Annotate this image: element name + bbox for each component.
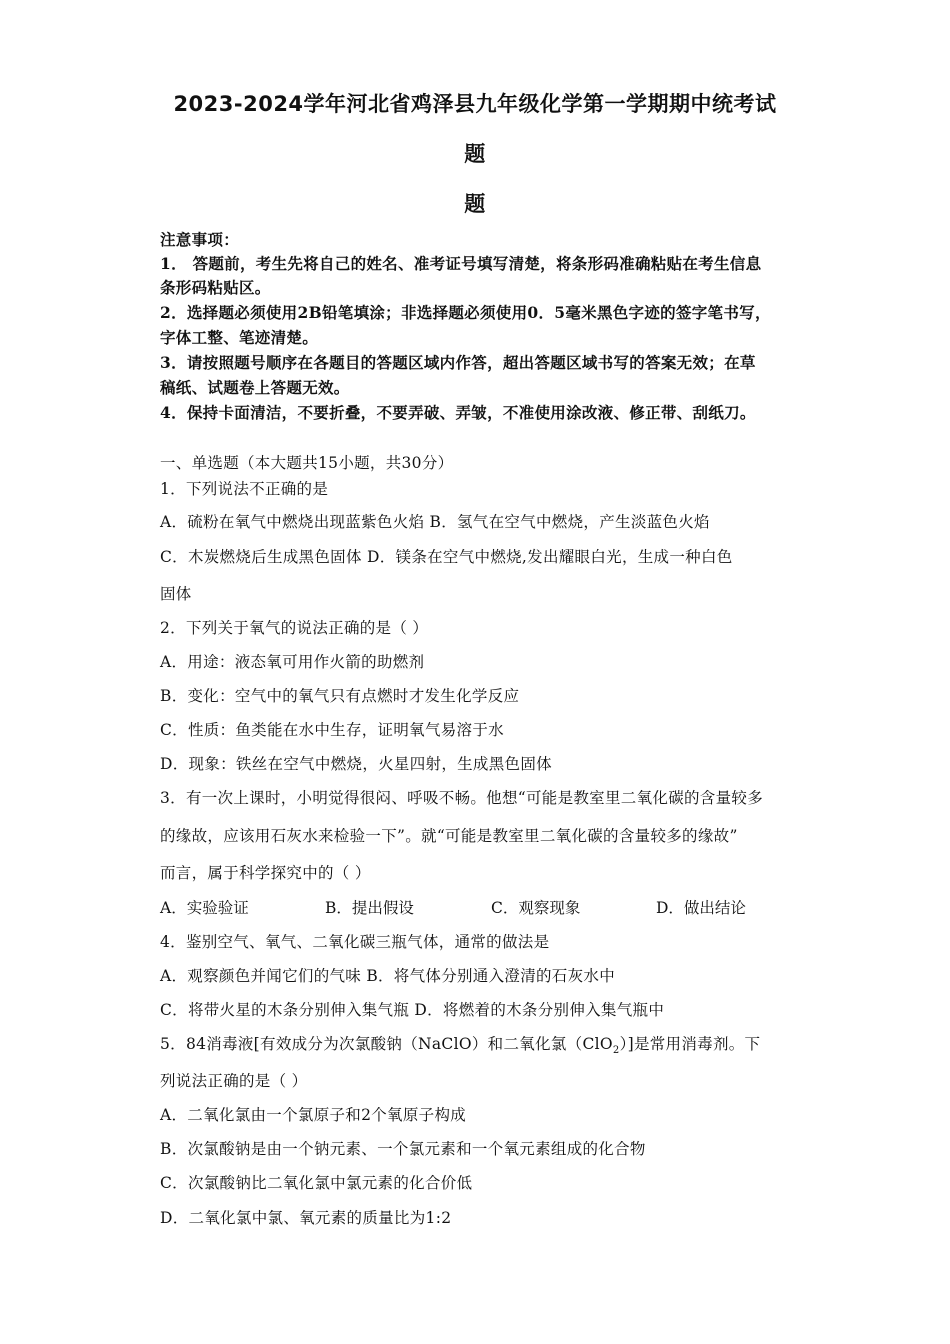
notice-heading: 注意事项： [160, 230, 240, 249]
notice-item: 稿纸、试题卷上答题无效。 [160, 378, 350, 397]
question-5-stem [160, 1032, 800, 1056]
question-3-stem: 而言，属于科学探究中的（ ） [160, 864, 371, 882]
chemical-subscript: 2 [612, 1045, 620, 1057]
notice-item: 2．选择题必须使用2B铅笔填涂；非选择题必须使用0．5毫米黑色字迹的签字笔书写， [160, 303, 771, 322]
notice-item: 字体工整、笔迹清楚。 [160, 328, 319, 347]
question-2-option-a: A．用途：液态氧可用作火箭的助燃剂 [160, 653, 425, 671]
notice-item: 3．请按照题号顺序在各题目的答题区域内作答，超出答题区域书写的答案无效；在草 [160, 353, 756, 372]
question-3-option-d: D．做出结论 [656, 899, 746, 917]
question-1-options-ab: A．硫粉在氧气中燃烧出现蓝紫色火焰 B．氢气在空气中燃烧，产生淡蓝色火焰 [160, 513, 710, 531]
notice-item: 1． 答题前，考生先将自己的姓名、准考证号填写清楚，将条形码准确粘贴在考生信息 [160, 254, 762, 273]
question-5-option-c: C．次氯酸钠比二氧化氯中氯元素的化合价低 [160, 1174, 473, 1192]
question-4-options-ab: A．观察颜色并闻它们的气味 B．将气体分别通入澄清的石灰水中 [160, 967, 616, 985]
question-3-option-b: B．提出假设 [325, 899, 414, 917]
question-1-options-cd-continued: 固体 [160, 585, 192, 603]
section-heading: 一、单选题（本大题共15小题，共30分） [160, 454, 454, 472]
exam-title-continuation: 题 [464, 142, 486, 166]
notice-item: 条形码粘贴区。 [160, 278, 271, 297]
question-2-stem: 2．下列关于氧气的说法正确的是（ ） [160, 619, 429, 637]
question-4-options-cd: C．将带火星的木条分别伸入集气瓶 D．将燃着的木条分别伸入集气瓶中 [160, 1001, 665, 1019]
question-1-stem: 1．下列说法不正确的是 [160, 480, 329, 498]
question-4-stem: 4．鉴别空气、氧气、二氧化碳三瓶气体，通常的做法是 [160, 933, 550, 951]
exam-title-continuation-2: 题 [464, 192, 486, 216]
exam-title: 2023-2024学年河北省鸡泽县九年级化学第一学期期中统考试 [173, 92, 777, 116]
question-3-stem: 3．有一次上课时，小明觉得很闷、呼吸不畅。他想“可能是教室里二氧化碳的含量较多 [160, 789, 763, 807]
question-3-option-c: C．观察现象 [491, 899, 581, 917]
question-5-option-b: B．次氯酸钠是由一个钠元素、一个氯元素和一个氧元素组成的化合物 [160, 1140, 646, 1158]
question-5-option-a: A．二氧化氯由一个氯原子和2个氧原子构成 [160, 1106, 467, 1124]
question-5-option-d: D．二氧化氯中氯、氧元素的质量比为1:2 [160, 1209, 452, 1227]
question-3-stem: 的缘故，应该用石灰水来检验一下”。就“可能是教室里二氧化碳的含量较多的缘故” [160, 827, 738, 845]
question-3-options [160, 896, 800, 918]
question-3-option-a: A．实验验证 [160, 899, 249, 917]
question-5-stem-part: 5．84消毒液[有效成分为次氯酸钠（NaClO）和二氧化氯（ClO [160, 1035, 613, 1053]
notice-item: 4．保持卡面清洁，不要折叠，不要弄破、弄皱，不准使用涂改液、修正带、刮纸刀。 [160, 403, 756, 422]
question-2-option-d: D．现象：铁丝在空气中燃烧，火星四射，生成黑色固体 [160, 755, 552, 773]
question-5-stem-part: ）]是常用消毒剂。下 [619, 1035, 761, 1053]
question-5-stem: 列说法正确的是（ ） [160, 1072, 308, 1090]
question-2-option-b: B．变化：空气中的氧气只有点燃时才发生化学反应 [160, 687, 520, 705]
question-1-options-cd: C．木炭燃烧后生成黑色固体 D．镁条在空气中燃烧,发出耀眼白光，生成一种白色 [160, 548, 733, 566]
question-2-option-c: C．性质：鱼类能在水中生存，证明氧气易溶于水 [160, 721, 504, 739]
